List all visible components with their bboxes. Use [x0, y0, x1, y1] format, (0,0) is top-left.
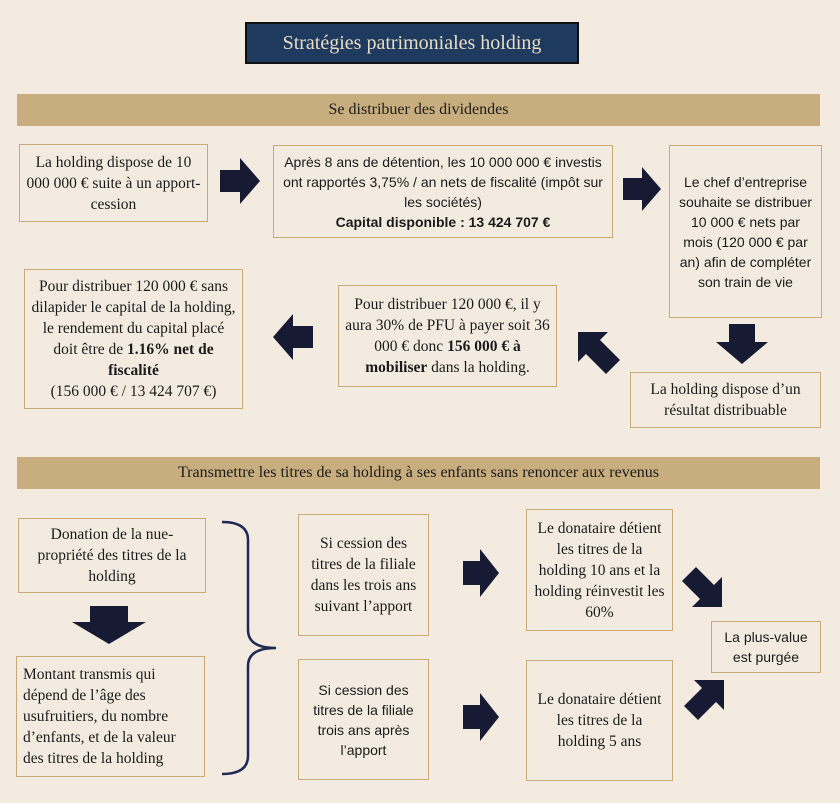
box-donataire-dix-ans: [526, 509, 673, 631]
box-capital-disponible: [273, 145, 613, 238]
box-cession-apres-trois-ans: [298, 659, 429, 780]
box-donataire-cinq-ans: [526, 660, 673, 781]
diagram-title: Stratégies patrimoniales holding: [245, 22, 579, 64]
box-holding-capital-text: La holding dispose de 10 000 000 € suite à un apport-cession: [26, 153, 201, 213]
box-cession-apres-trois-ans-text: Si cession des titres de la filiale trois ans après l’apport: [313, 681, 414, 758]
arrow-right-icon: [463, 549, 499, 597]
box-rendement-text: Pour distribuer 120 000 € sans dilapider le capital de la holding, le rendement du capital placé doit être de 1.16% net de fiscalité: [31, 278, 236, 379]
box-resultat-distribuable: [630, 372, 821, 428]
box-capital-disponible-bold: Capital disponible : 13 424 707 €: [335, 213, 551, 230]
box-plus-value-text: La plus-value est purgée: [724, 629, 808, 665]
box-capital-disponible-text: Après 8 ans de détention, les 10 000 000 € investis ont rapportés 3,75% / an nets de fiscalité (impôt sur les sociétés): [283, 153, 603, 210]
arrow-down-icon: [72, 606, 146, 644]
arrow-right-icon: [220, 158, 260, 204]
box-plus-value: [711, 621, 821, 673]
box-cession-trois-ans: [298, 514, 429, 636]
box-chef-entreprise-text: Le chef d’entreprise souhaite se distribuer 10 000 € nets par mois (120 000 € par an) afin de compléter son train de vie: [678, 173, 813, 290]
arrow-down-right-icon: [682, 567, 722, 607]
box-donataire-dix-ans-text: Le donataire détient les titres de la holding 10 ans et la holding réinvestit les 60%: [534, 519, 665, 621]
curly-brace-icon: [218, 518, 280, 780]
arrow-right-icon: [623, 167, 661, 211]
box-montant-transmis: [16, 656, 205, 777]
arrow-left-icon: [273, 314, 313, 360]
section2-header: Transmettre les titres de sa holding à ses enfants sans renoncer aux revenus: [17, 457, 820, 489]
box-rendement-formula: (156 000 € / 13 424 707 €): [50, 383, 217, 400]
box-pfu-text: Pour distribuer 120 000 €, il y aura 30% de PFU à payer soit 36 000 € donc 156 000 € à mobiliser dans la holding.: [345, 296, 550, 376]
arrow-down-icon: [716, 324, 768, 364]
arrow-up-right-icon: [684, 680, 724, 720]
box-donation: [18, 518, 206, 593]
arrow-right-icon: [463, 693, 499, 741]
box-montant-transmis-text: Montant transmis qui dépend de l’âge des usufruitiers, du nombre d’enfants, et de la valeur des titres de la holding: [23, 666, 176, 767]
box-cession-trois-ans-text: Si cession des titres de la filiale dans les trois ans suivant l’apport: [310, 535, 417, 615]
box-resultat-distribuable-text: La holding dispose d’un résultat distribuable: [650, 381, 801, 419]
box-donation-text: Donation de la nue-propriété des titres de la holding: [37, 526, 187, 585]
box-holding-capital: [19, 144, 208, 222]
box-rendement: [24, 269, 243, 409]
box-donataire-cinq-ans-text: Le donataire détient les titres de la holding 5 ans: [537, 691, 662, 750]
section1-header: Se distribuer des dividendes: [17, 94, 820, 126]
box-chef-entreprise: [669, 145, 822, 318]
arrow-up-left-icon: [578, 332, 620, 374]
box-pfu: [338, 285, 557, 387]
